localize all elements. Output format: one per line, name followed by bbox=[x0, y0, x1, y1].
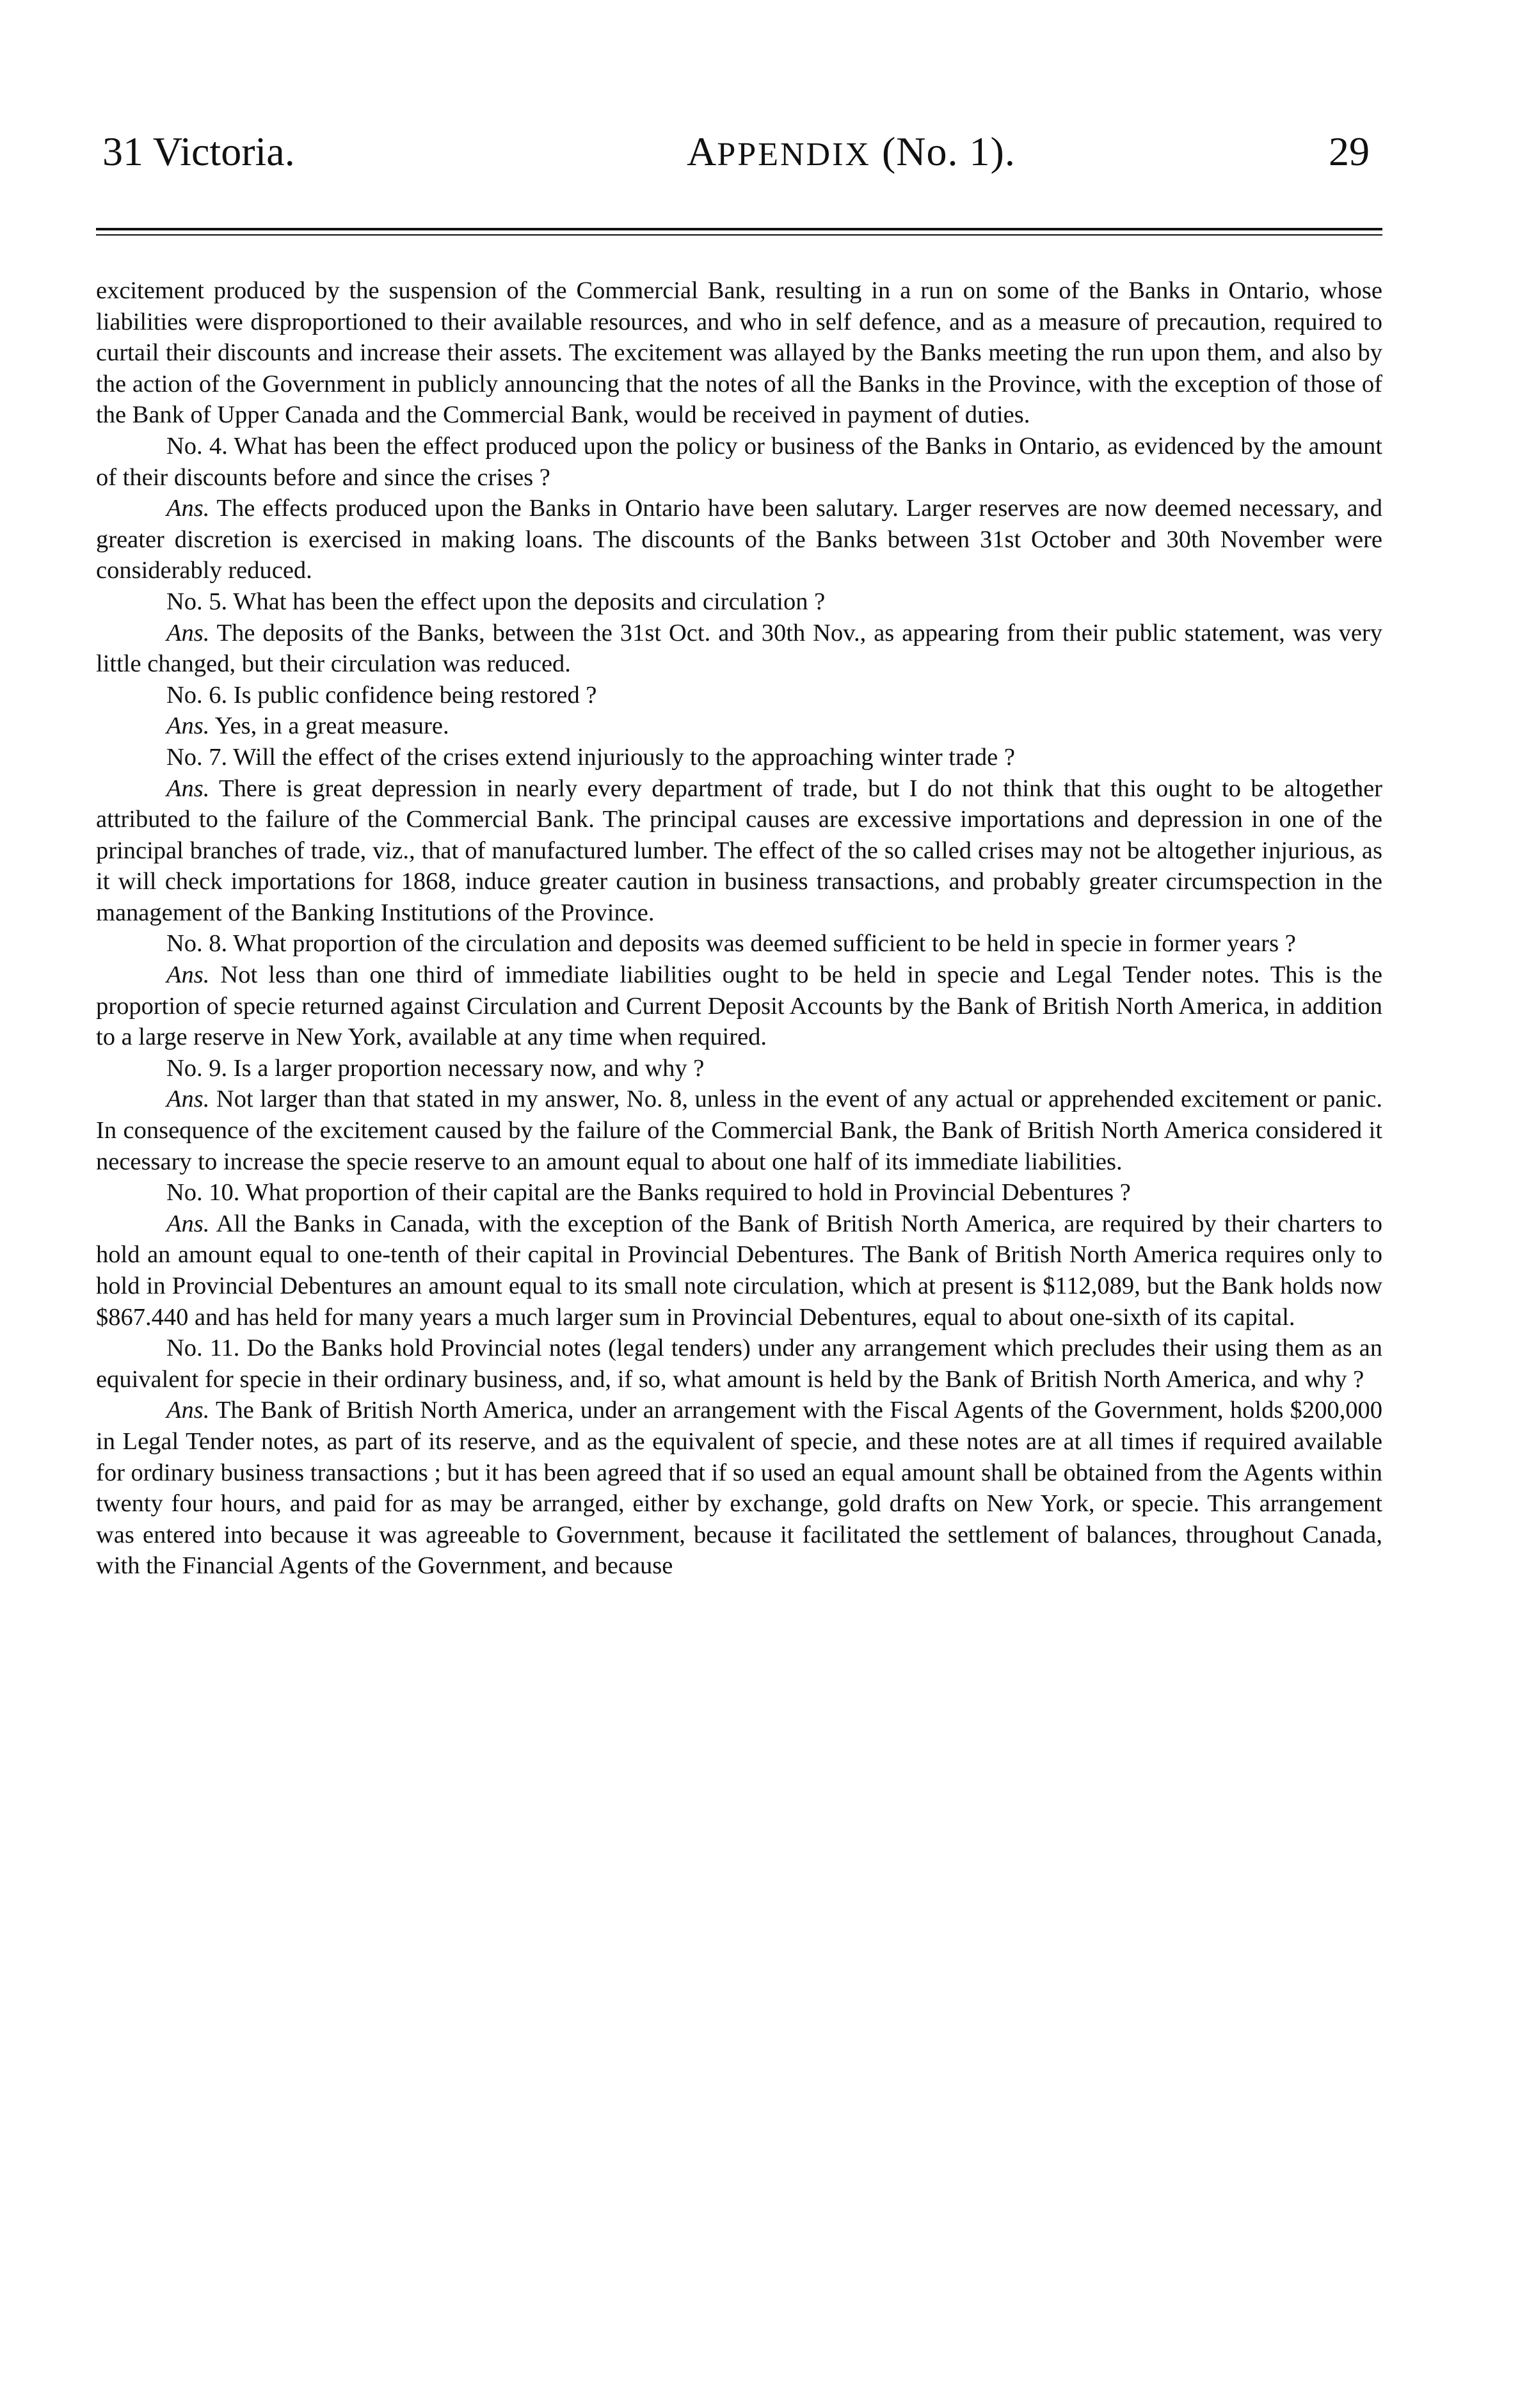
answer-label: Ans. bbox=[166, 1210, 210, 1237]
appendix-title-initial: A bbox=[687, 129, 717, 174]
question-paragraph bbox=[96, 1177, 1382, 1208]
appendix-title bbox=[461, 128, 1242, 175]
answer-paragraph bbox=[96, 618, 1382, 680]
paragraph-text: The effects produced upon the Banks in Ontario have been salutary. Larger reserves are now deemed necessary, and greater discretion is exercised in making loans. The discounts of the Banks between 31st October and 30th November were considerably reduced. bbox=[96, 495, 1382, 584]
answer-label: Ans. bbox=[166, 712, 210, 740]
question-paragraph bbox=[96, 680, 1382, 711]
running-head bbox=[96, 102, 1382, 198]
paragraph-text: There is great depression in nearly every department of trade, but I do not think that this ought to be altogether attributed to the failure of the Commercial Bank. The principal causes are excessive importations and depression in one of the principal branches of trade, viz., that of manufactured lumber. The effect of the so called crises may not be altogether injurious, as it will check importations for 1868, induce greater caution in business transactions, and probably greater circumspection in the management of the Banking Institutions of the Province. bbox=[96, 775, 1382, 926]
paragraph-text: No. 8. What proportion of the circulation and deposits was deemed sufficient to be held in specie in former years ? bbox=[166, 930, 1296, 958]
paragraph-text: The Bank of British North America, under an arrangement with the Fiscal Agents of the Government, holds $200,000 in Legal Tender notes, as part of its reserve, and as the equivalent of specie, and these notes are at all times if required available for ordinary business transactions ; but it has been agreed that if so used an equal amount shall be obtained from the Agents within twenty four hours, and paid for as may be arranged, either by exchange, gold drafts on New York, or specie. This arrangement was entered into because it was agreeable to Government, because it facilitated the settlement of balances, throughout Canada, with the Financial Agents of the Government, and because bbox=[96, 1397, 1382, 1580]
paragraph-text: Not less than one third of immediate liabilities ought to be held in specie and Legal Tender notes. This is the proportion of specie returned against Circulation and Current Deposit Accounts by the Bank of British North America, in addition to a large reserve in New York, available at any time when required. bbox=[96, 961, 1382, 1051]
question-paragraph bbox=[96, 431, 1382, 493]
paragraph-text: All the Banks in Canada, with the exception of the Bank of British North America, are required by their charters to hold an amount equal to one-tenth of their capital in Provincial Debentures. The Bank of British North America requires only to hold in Provincial Debentures an amount equal to its small note circulation, which at present is $112,089, but the Bank holds now $867.440 and has held for many years a much larger sum in Provincial Debentures, equal to about one-sixth of its capital. bbox=[96, 1210, 1382, 1331]
paragraph-text: The deposits of the Banks, between the 31st Oct. and 30th Nov., as appearing from their public statement, was very little changed, but their circulation was reduced. bbox=[96, 619, 1382, 678]
question-paragraph bbox=[96, 742, 1382, 773]
answer-paragraph bbox=[96, 959, 1382, 1053]
answer-paragraph bbox=[96, 1208, 1382, 1333]
answer-paragraph bbox=[96, 1084, 1382, 1177]
question-paragraph bbox=[96, 586, 1382, 618]
session-label: 31 Victoria. bbox=[102, 129, 295, 174]
paragraph-text: No. 7. Will the effect of the crises extend injuriously to the approaching winter trade ? bbox=[166, 743, 1015, 771]
paragraph-text: No. 4. What has been the effect produced upon the policy or business of the Banks in Ontario, as evidenced by the amount of their discounts before and since the crises ? bbox=[96, 432, 1382, 491]
paragraph-text: No. 6. Is public confidence being restored ? bbox=[166, 681, 597, 709]
answer-label: Ans. bbox=[166, 775, 210, 802]
answer-label: Ans. bbox=[166, 619, 210, 646]
answer-label: Ans. bbox=[166, 495, 210, 522]
paragraph-text: No. 9. Is a larger proportion necessary now, and why ? bbox=[166, 1054, 705, 1082]
paragraph-text: Yes, in a great measure. bbox=[209, 712, 449, 740]
question-paragraph bbox=[96, 1333, 1382, 1395]
answer-paragraph bbox=[96, 710, 1382, 742]
answer-label: Ans. bbox=[166, 961, 210, 989]
page-number: 29 bbox=[1329, 129, 1370, 174]
paragraph-text: No. 5. What has been the effect upon the deposits and circulation ? bbox=[166, 588, 826, 615]
document-page bbox=[96, 102, 1382, 1582]
body-text bbox=[96, 275, 1382, 1582]
question-paragraph bbox=[96, 1053, 1382, 1084]
appendix-title-number: (No. 1). bbox=[870, 129, 1016, 174]
answer-label: Ans. bbox=[166, 1397, 210, 1424]
answer-paragraph bbox=[96, 773, 1382, 929]
answer-paragraph bbox=[96, 1395, 1382, 1582]
paragraph-text: No. 11. Do the Banks hold Provincial notes (legal tenders) under any arrangement which precludes their using them as an equivalent for specie in their ordinary business, and, if so, what amount is held by the Bank of British North America, and why ? bbox=[96, 1335, 1382, 1393]
header-double-rule bbox=[96, 228, 1382, 236]
paragraph-text: excitement produced by the suspension of the Commercial Bank, resulting in a run on some of the Banks in Ontario, whose liabilities were disproportioned to their available resources, and who in self defence, and as a measure of precaution, required to curtail their discounts and increase their assets. The excitement was allayed by the Banks meeting the run upon them, and also by the action of the Government in publicly announcing that the notes of all the Banks in the Province, with the exception of those of the Bank of Upper Canada and the Commercial Bank, would be received in payment of duties. bbox=[96, 277, 1382, 429]
continued-paragraph bbox=[96, 275, 1382, 431]
paragraph-text: Not larger than that stated in my answer, No. 8, unless in the event of any actual or apprehended excitement or panic. In consequence of the excitement caused by the failure of the Commercial Bank, the Bank of British North America considered it necessary to increase the specie reserve to an amount equal to about one half of its immediate liabilities. bbox=[96, 1086, 1382, 1175]
appendix-title-smallcaps: PPENDIX bbox=[717, 136, 871, 173]
paragraph-text: No. 10. What proportion of their capital are the Banks required to hold in Provincial Debentures ? bbox=[166, 1179, 1131, 1207]
question-paragraph bbox=[96, 928, 1382, 959]
answer-paragraph bbox=[96, 493, 1382, 586]
answer-label: Ans. bbox=[166, 1086, 210, 1113]
